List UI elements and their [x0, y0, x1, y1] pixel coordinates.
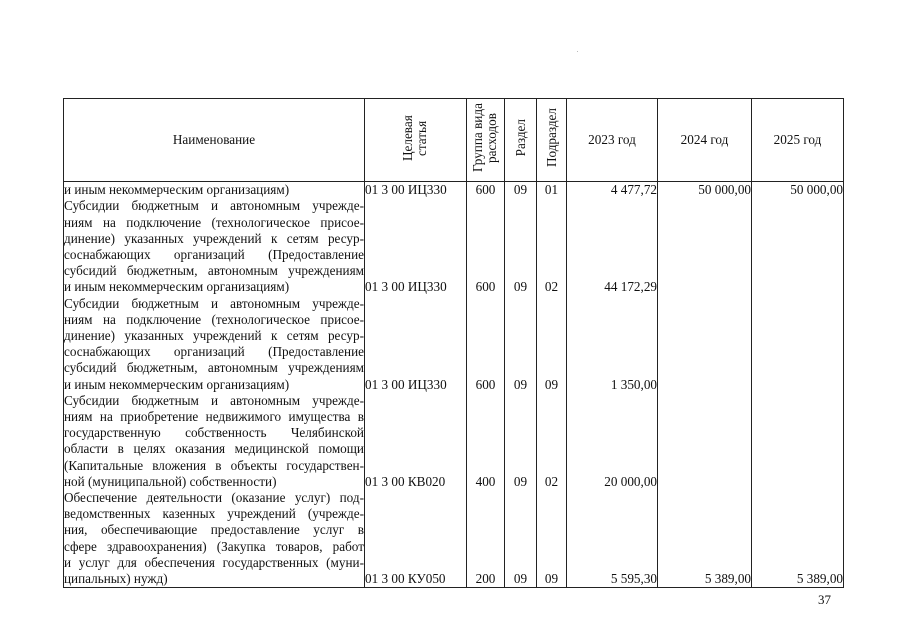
- row-target-code: 01 3 00 КВ020: [365, 393, 467, 490]
- row-expense-group: 600: [467, 296, 505, 393]
- row-value-2023: 44 172,29: [567, 198, 658, 295]
- row-name-line: и иным некоммерческим организациям): [64, 279, 290, 295]
- row-target-code: 01 3 00 ИЦ330: [365, 296, 467, 393]
- row-expense-group: 200: [467, 490, 505, 588]
- row-subsection: 02: [537, 198, 567, 295]
- row-name: [64, 296, 365, 393]
- table-row: [64, 182, 844, 199]
- table-row: [64, 490, 844, 588]
- row-name: [64, 490, 365, 588]
- row-subsection: 01: [537, 182, 567, 199]
- row-value-2024: 5 389,00: [658, 490, 752, 588]
- row-name: [64, 393, 365, 490]
- row-value-2023: 5 595,30: [567, 490, 658, 588]
- row-name-line: ципальных) нужд): [64, 571, 168, 587]
- row-expense-group: 600: [467, 182, 505, 199]
- row-expense-group: 400: [467, 393, 505, 490]
- row-name-line: государственную собственность Челябинской: [64, 425, 364, 441]
- row-subsection: 02: [537, 393, 567, 490]
- row-name-line: соснабжающих организаций (Предоставление: [64, 247, 364, 263]
- row-name-line: динение) указанных учреждений к сетям ресур-: [64, 328, 364, 344]
- budget-table: [63, 98, 844, 588]
- row-section: 09: [505, 490, 537, 588]
- row-name-line: Обеспечение деятельности (оказание услуг) под-: [64, 490, 364, 506]
- header-section: Раздел: [505, 99, 537, 182]
- row-value-2025: 5 389,00: [752, 490, 844, 588]
- scan-speck: [577, 51, 578, 52]
- row-subsection: 09: [537, 296, 567, 393]
- table-row: [64, 296, 844, 393]
- row-name-line: субсидий бюджетным, автономным учреждениям: [64, 360, 364, 376]
- row-value-2024: [658, 393, 752, 490]
- row-value-2025: [752, 393, 844, 490]
- row-name-line: ниям на подключение (технологическое присое-: [64, 214, 364, 230]
- row-name-line: области в целях оказания медицинской помощи: [64, 441, 364, 457]
- row-name: [64, 198, 365, 295]
- row-section: 09: [505, 198, 537, 295]
- row-target-code: 01 3 00 ИЦ330: [365, 182, 467, 199]
- table-header-row: [64, 99, 844, 182]
- row-value-2024: 50 000,00: [658, 182, 752, 199]
- row-name-line: ния, обеспечивающие предоставление услуг в: [64, 522, 364, 538]
- table-row: [64, 198, 844, 295]
- row-target-code: 01 3 00 ИЦ330: [365, 198, 467, 295]
- row-value-2025: [752, 296, 844, 393]
- row-name-line: Субсидии бюджетным и автономным учрежде-: [64, 295, 364, 311]
- header-subsection: Подраздел: [537, 99, 567, 182]
- row-name-line: (Капитальные вложения в объекты государствен-: [64, 457, 364, 473]
- row-name-line: Субсидии бюджетным и автономным учрежде-: [64, 392, 364, 408]
- row-value-2025: [752, 198, 844, 295]
- row-name-line: и услуг для обеспечения государственных (муни-: [64, 554, 364, 570]
- row-expense-group: 600: [467, 198, 505, 295]
- row-name-line: и иным некоммерческим организациям): [64, 182, 290, 198]
- header-target: Целевая статья: [365, 99, 467, 182]
- row-value-2024: [658, 296, 752, 393]
- table-row: [64, 393, 844, 490]
- header-2025: 2025 год: [752, 99, 844, 182]
- row-name-line: соснабжающих организаций (Предоставление: [64, 344, 364, 360]
- row-value-2023: 1 350,00: [567, 296, 658, 393]
- row-value-2024: [658, 198, 752, 295]
- row-name-line: субсидий бюджетным, автономным учреждениям: [64, 263, 364, 279]
- page-number: 37: [818, 592, 831, 607]
- header-2024: 2024 год: [658, 99, 752, 182]
- row-name-line: динение) указанных учреждений к сетям ресур-: [64, 230, 364, 246]
- row-subsection: 09: [537, 490, 567, 588]
- row-name-line: ведомственных казенных учреждений (учрежде-: [64, 506, 364, 522]
- header-name: Наименование: [64, 99, 365, 182]
- row-name: [64, 182, 365, 199]
- row-name-line: и иным некоммерческим организациям): [64, 376, 290, 392]
- row-name-line: ниям на подключение (технологическое присое-: [64, 311, 364, 327]
- row-value-2023: 20 000,00: [567, 393, 658, 490]
- row-value-2023: 4 477,72: [567, 182, 658, 199]
- row-section: 09: [505, 393, 537, 490]
- row-section: 09: [505, 182, 537, 199]
- row-name-line: ной (муниципальной) собственности): [64, 473, 277, 489]
- row-name-line: сфере здравоохранения) (Закупка товаров, работ: [64, 538, 364, 554]
- row-name-line: Субсидии бюджетным и автономным учрежде-: [64, 198, 364, 214]
- header-expense-group: Группа вида расходов: [467, 99, 505, 182]
- row-value-2025: 50 000,00: [752, 182, 844, 199]
- header-2023: 2023 год: [567, 99, 658, 182]
- row-target-code: 01 3 00 КУ050: [365, 490, 467, 588]
- row-name-line: ниям на приобретение недвижимого имущества в: [64, 409, 364, 425]
- row-section: 09: [505, 296, 537, 393]
